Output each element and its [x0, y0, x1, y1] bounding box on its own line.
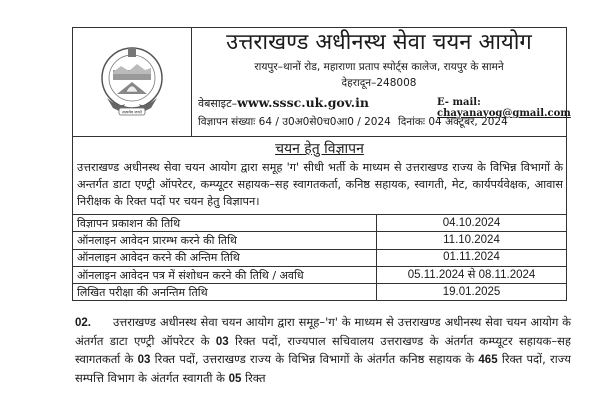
vacancy-count: 465 [478, 354, 498, 366]
advertisement-number: विज्ञापन संख्याः 64 / उ0अ0से0च0आ0 / 2024 [198, 116, 391, 128]
website-label: वेबसाइट– [198, 97, 238, 110]
schedule-value: 11.10.2024 [377, 232, 567, 249]
notice-box [72, 27, 571, 301]
commission-emblem-icon [99, 42, 165, 122]
schedule-label: ऑनलाइन आवेदन प्रारम्भ करने की तिथि [73, 232, 377, 249]
organization-name: उत्तराखण्ड अधीनस्थ सेवा चयन आयोग [226, 30, 532, 55]
website-link[interactable]: www.sssc.uk.gov.in [237, 95, 369, 110]
table-row [73, 249, 567, 266]
schedule-value: 04.10.2024 [377, 215, 567, 232]
vacancy-count: 03 [137, 354, 151, 366]
table-row [73, 215, 567, 232]
table-row [73, 284, 567, 301]
schedule-label: ऑनलाइन आवेदन करने की अन्तिम तिथि [73, 249, 377, 266]
notice-paragraph: उत्तराखण्ड अधीनस्थ सेवा चयन आयोग द्वारा समूह 'ग' सीधी भर्ती के माध्यम से उत्तराखण्ड राज्य के विभिन्न विभागों के अन्तर्गत डाटा एण्ट्री ऑपरेटर, कम्प्यूटर सहायक–सह स्वागतकर्ता, कनिष्ठ सहायक, स्वागती, मेट, कार्यपर्यवेक्षक, आवास निरीक्षक के रिक्त पदों पर चयन हेतु विज्ञापन। [77, 161, 563, 208]
vacancy-count: 03 [215, 335, 229, 348]
schedule-label: ऑनलाइन आवेदन पत्र में संशोधन करने की तिथि / अवधि [73, 266, 377, 283]
email-label: E- mail: [437, 97, 481, 108]
schedule-table [72, 214, 567, 301]
schedule-value: 05.11.2024 से 08.11.2024 [377, 266, 567, 283]
table-row [73, 232, 567, 249]
address-line: रायपुर–थानों रोड, महाराणा प्रताप स्पोर्ट्स कालेज, रायपुर के सामने [254, 61, 504, 73]
logo-cell [73, 28, 192, 136]
svg-text:सत्यमेव जयते: सत्यमेव जयते [122, 109, 142, 115]
advertisement-date: दिनांकः 04 अक्टूबर, 2024 [398, 116, 508, 128]
email-link[interactable]: chayanayog@gmail.com [437, 108, 571, 119]
schedule-value: 19.01.2025 [377, 284, 567, 301]
notice-title: चयन हेतु विज्ञापन [275, 141, 364, 157]
schedule-label: लिखित परीक्षा की अनन्तिम तिथि [73, 284, 377, 301]
schedule-label: विज्ञापन प्रकाशन की तिथि [73, 215, 377, 232]
section-2-paragraph: 02. उत्तराखण्ड अधीनस्थ सेवा चयन आयोग द्वारा समूह–'ग' के माध्यम से उत्तराखण्ड अधीनस्थ सेवा चयन आयोग के अंतर्गत डाटा एण्ट्री ऑपरेटर के 03 रिक्त पदों, राज्यपाल सचिवालय उत्तराखण्ड के अंतर्गत कम्प्यूटर सहायक–सह स्वागतकर्ता के 03 रिक्त पदों, उत्तराखण्ड राज्य के विभिन्न विभागों के अंतर्गत कनिष्ठ सहायक के 465 रिक्त पदों, राज्य सम्पत्ति विभाग के अंतर्गत स्वागती के 05 रिक्त [75, 315, 572, 385]
table-row [73, 266, 567, 283]
vacancy-count: 05 [228, 372, 242, 385]
section-number: 02. [75, 317, 91, 329]
letterhead [73, 28, 571, 137]
city-line: देहरादून–248008 [341, 77, 417, 89]
website [198, 95, 369, 112]
letterhead-info [192, 28, 571, 136]
schedule-value: 01.11.2024 [377, 249, 567, 266]
